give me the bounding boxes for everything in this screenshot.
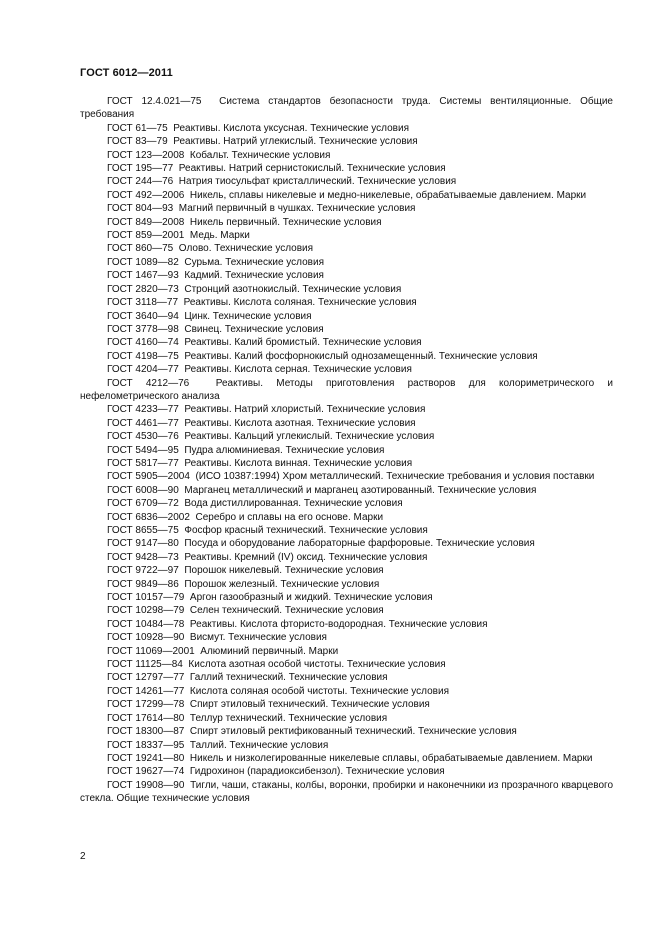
reference-code: ГОСТ 9849—86 [107, 578, 179, 590]
reference-item [80, 310, 613, 323]
reference-code: ГОСТ 18337—95 [107, 739, 185, 751]
reference-code: ГОСТ 849—2008 [107, 216, 185, 228]
reference-code: ГОСТ 4233—77 [107, 404, 179, 416]
reference-title: Фосфор красный технический. Технические условия [184, 525, 428, 536]
reference-code: ГОСТ 2820—73 [107, 283, 179, 295]
reference-title: Реактивы. Кислота уксусная. Технические условия [173, 122, 409, 134]
reference-code: ГОСТ 61—75 [107, 122, 168, 134]
reference-title: Свинец. Технические условия [184, 323, 324, 335]
reference-item [80, 671, 613, 684]
reference-title: Реактивы. Натрий сернистокислый. Технические условия [178, 163, 446, 175]
reference-code: ГОСТ 5494—95 [107, 444, 179, 456]
reference-item [80, 564, 613, 577]
reference-item [80, 658, 613, 671]
normative-references-list [80, 95, 613, 806]
reference-item [80, 229, 613, 242]
reference-item [80, 336, 613, 349]
reference-code: ГОСТ 4530—76 [107, 431, 179, 443]
reference-item [80, 712, 613, 725]
reference-code: ГОСТ 12797—77 [107, 672, 185, 684]
reference-code: ГОСТ 11125—84 [107, 659, 183, 671]
reference-title: Реактивы. Калий фосфорнокислый однозамещенный. Технические условия [184, 350, 538, 362]
reference-code: ГОСТ 3118—77 [107, 297, 179, 309]
reference-item [80, 417, 613, 430]
reference-title: Система стандартов безопасности труда. Системы вентиляционные. Общие требования [80, 96, 613, 121]
reference-title: Натрия тиосульфат кристаллический. Технические условия [178, 176, 457, 188]
reference-item [80, 779, 613, 806]
reference-item [80, 283, 613, 296]
reference-item [80, 752, 613, 765]
reference-title: Тигли, чаши, стаканы, колбы, воронки, пробирки и наконечники из прозрачного кварцевого стекла. Общие технические условия [80, 779, 614, 805]
reference-title: Спирт этиловый технический. Технические условия [189, 699, 430, 711]
reference-title: Серебро и сплавы на его основе. Марки [195, 511, 384, 523]
reference-code: ГОСТ 4212—76 [107, 377, 190, 389]
reference-code: ГОСТ 9428—73 [107, 551, 179, 563]
reference-code: ГОСТ 17299—78 [107, 699, 185, 711]
reference-title: Таллий. Технические условия [189, 739, 329, 751]
reference-title: Теллур технический. Технические условия [189, 712, 388, 724]
reference-title: (ИСО 10387:1994) Хром металлический. Технические требования и условия поставки [195, 471, 595, 483]
reference-code: ГОСТ 19241—80 [107, 752, 185, 764]
reference-item [80, 242, 613, 255]
reference-title: Посуда и оборудование лабораторные фарфоровые. Технические условия [184, 538, 535, 550]
reference-item [80, 149, 613, 162]
reference-code: ГОСТ 5817—77 [107, 457, 179, 469]
reference-code: ГОСТ 860—75 [107, 243, 174, 255]
reference-title: Реактивы. Кислота азотная. Технические условия [184, 417, 416, 429]
reference-code: ГОСТ 1089—82 [107, 256, 179, 268]
reference-item [80, 698, 613, 711]
reference-item [80, 202, 613, 215]
reference-item [80, 524, 613, 537]
reference-item [80, 256, 613, 269]
reference-item [80, 403, 613, 416]
reference-title: Медь. Марки [189, 230, 250, 242]
page-number: 2 [80, 851, 86, 862]
reference-code: ГОСТ 195—77 [107, 163, 174, 175]
reference-item [80, 162, 613, 175]
reference-code: ГОСТ 10157—79 [107, 592, 185, 604]
reference-item [80, 551, 613, 564]
reference-item [80, 189, 613, 202]
reference-item [80, 296, 613, 309]
reference-title: Стронций азотнокислый. Технические условия [184, 283, 402, 295]
reference-item [80, 604, 613, 617]
reference-item [80, 269, 613, 282]
reference-code: ГОСТ 492—2006 [107, 189, 185, 201]
reference-code: ГОСТ 6008—90 [107, 484, 179, 496]
reference-title: Галлий технический. Технические условия [189, 672, 388, 684]
reference-title: Марганец металлический и марганец азотированный. Технические условия [184, 484, 537, 496]
reference-title: Алюминий первичный. Марки [200, 645, 339, 657]
reference-code: ГОСТ 3640—94 [107, 310, 179, 322]
reference-code: ГОСТ 4160—74 [107, 337, 179, 349]
reference-title: Никель, сплавы никелевые и медно-никелевые, обрабатываемые давлением. Марки [189, 189, 587, 201]
reference-item [80, 578, 613, 591]
reference-item [80, 725, 613, 738]
reference-title: Аргон газообразный и жидкий. Технические условия [189, 592, 433, 604]
document-header: ГОСТ 6012—2011 [80, 67, 173, 79]
reference-item [80, 95, 613, 122]
reference-title: Порошок никелевый. Технические условия [184, 565, 384, 577]
reference-code: ГОСТ 123—2008 [107, 149, 185, 161]
reference-title: Кислота азотная особой чистоты. Технические условия [188, 659, 446, 671]
reference-title: Селен технический. Технические условия [189, 605, 384, 617]
reference-title: Пудра алюминиевая. Технические условия [184, 444, 385, 456]
reference-title: Никель и низколегированные никелевые сплавы, обрабатываемые давлением. Марки [189, 752, 593, 764]
reference-code: ГОСТ 3778—98 [107, 323, 179, 335]
reference-title: Висмут. Технические условия [189, 632, 327, 644]
reference-code: ГОСТ 6709—72 [107, 498, 179, 510]
reference-title: Никель первичный. Технические условия [189, 216, 382, 228]
reference-code: ГОСТ 10298—79 [107, 605, 185, 617]
reference-title: Реактивы. Методы приготовления растворов для колориметрического и нефелометрического анализа [80, 377, 614, 402]
reference-code: ГОСТ 10484—78 [107, 618, 185, 630]
reference-code: ГОСТ 9147—80 [107, 538, 179, 550]
reference-title: Цинк. Технические условия [184, 310, 312, 322]
reference-code: ГОСТ 12.4.021—75 [107, 96, 202, 107]
reference-title: Кобальт. Технические условия [189, 149, 331, 161]
reference-item [80, 470, 613, 483]
reference-item [80, 765, 613, 778]
reference-title: Кислота соляная особой чистоты. Технические условия [189, 685, 449, 697]
reference-code: ГОСТ 10928—90 [107, 632, 185, 644]
reference-item [80, 457, 613, 470]
reference-code: ГОСТ 4461—77 [107, 417, 179, 429]
reference-code: ГОСТ 1467—93 [107, 270, 179, 282]
reference-item [80, 135, 613, 148]
reference-title: Реактивы. Кислота винная. Технические условия [184, 457, 413, 469]
reference-item [80, 444, 613, 457]
reference-item [80, 618, 613, 631]
reference-code: ГОСТ 19908—90 [107, 779, 185, 791]
reference-title: Сурьма. Технические условия [184, 256, 324, 268]
reference-code: ГОСТ 18300—87 [107, 726, 185, 738]
reference-code: ГОСТ 8655—75 [107, 525, 179, 536]
reference-code: ГОСТ 859—2001 [107, 230, 185, 242]
reference-title: Кадмий. Технические условия [184, 270, 324, 282]
reference-title: Реактивы. Кислота серная. Технические условия [184, 364, 412, 376]
reference-code: ГОСТ 804—93 [107, 203, 174, 215]
reference-item [80, 122, 613, 135]
reference-item [80, 537, 613, 550]
reference-title: Гидрохинон (парадиоксибензол). Технические условия [189, 766, 445, 778]
reference-item [80, 591, 613, 604]
reference-title: Реактивы. Натрий углекислый. Технические условия [173, 136, 418, 148]
reference-item [80, 430, 613, 443]
reference-code: ГОСТ 6836—2002 [107, 511, 190, 523]
reference-item [80, 216, 613, 229]
reference-item [80, 350, 613, 363]
reference-item [80, 497, 613, 510]
reference-title: Олово. Технические условия [178, 243, 314, 255]
reference-item [80, 363, 613, 376]
reference-title: Реактивы. Кислота соляная. Технические условия [183, 297, 417, 309]
reference-item [80, 511, 613, 524]
reference-code: ГОСТ 17614—80 [107, 712, 185, 724]
reference-code: ГОСТ 19627—74 [107, 766, 185, 778]
reference-title: Реактивы. Кремний (IV) оксид. Технические условия [184, 551, 428, 563]
reference-title: Реактивы. Калий бромистый. Технические условия [184, 337, 422, 349]
reference-code: ГОСТ 244—76 [107, 176, 174, 188]
reference-item [80, 685, 613, 698]
reference-item [80, 323, 613, 336]
reference-item [80, 175, 613, 188]
reference-title: Реактивы. Кислота фтористо-водородная. Технические условия [189, 618, 488, 630]
reference-code: ГОСТ 4204—77 [107, 364, 179, 376]
reference-code: ГОСТ 5905—2004 [107, 471, 190, 483]
reference-item [80, 645, 613, 658]
reference-code: ГОСТ 14261—77 [107, 685, 185, 697]
reference-item [80, 377, 613, 404]
reference-title: Порошок железный. Технические условия [184, 578, 380, 590]
reference-title: Вода дистиллированная. Технические условия [184, 498, 403, 510]
reference-code: ГОСТ 4198—75 [107, 350, 179, 362]
reference-code: ГОСТ 9722—97 [107, 565, 179, 577]
reference-title: Магний первичный в чушках. Технические условия [178, 203, 416, 215]
reference-item [80, 739, 613, 752]
reference-title: Реактивы. Натрий хлористый. Технические условия [184, 404, 426, 416]
reference-title: Реактивы. Кальций углекислый. Технические условия [184, 431, 435, 443]
reference-code: ГОСТ 83—79 [107, 136, 168, 148]
reference-title: Спирт этиловый ректификованный технический. Технические условия [189, 726, 517, 738]
reference-item [80, 484, 613, 497]
reference-code: ГОСТ 11069—2001 [107, 645, 195, 657]
reference-item [80, 631, 613, 644]
